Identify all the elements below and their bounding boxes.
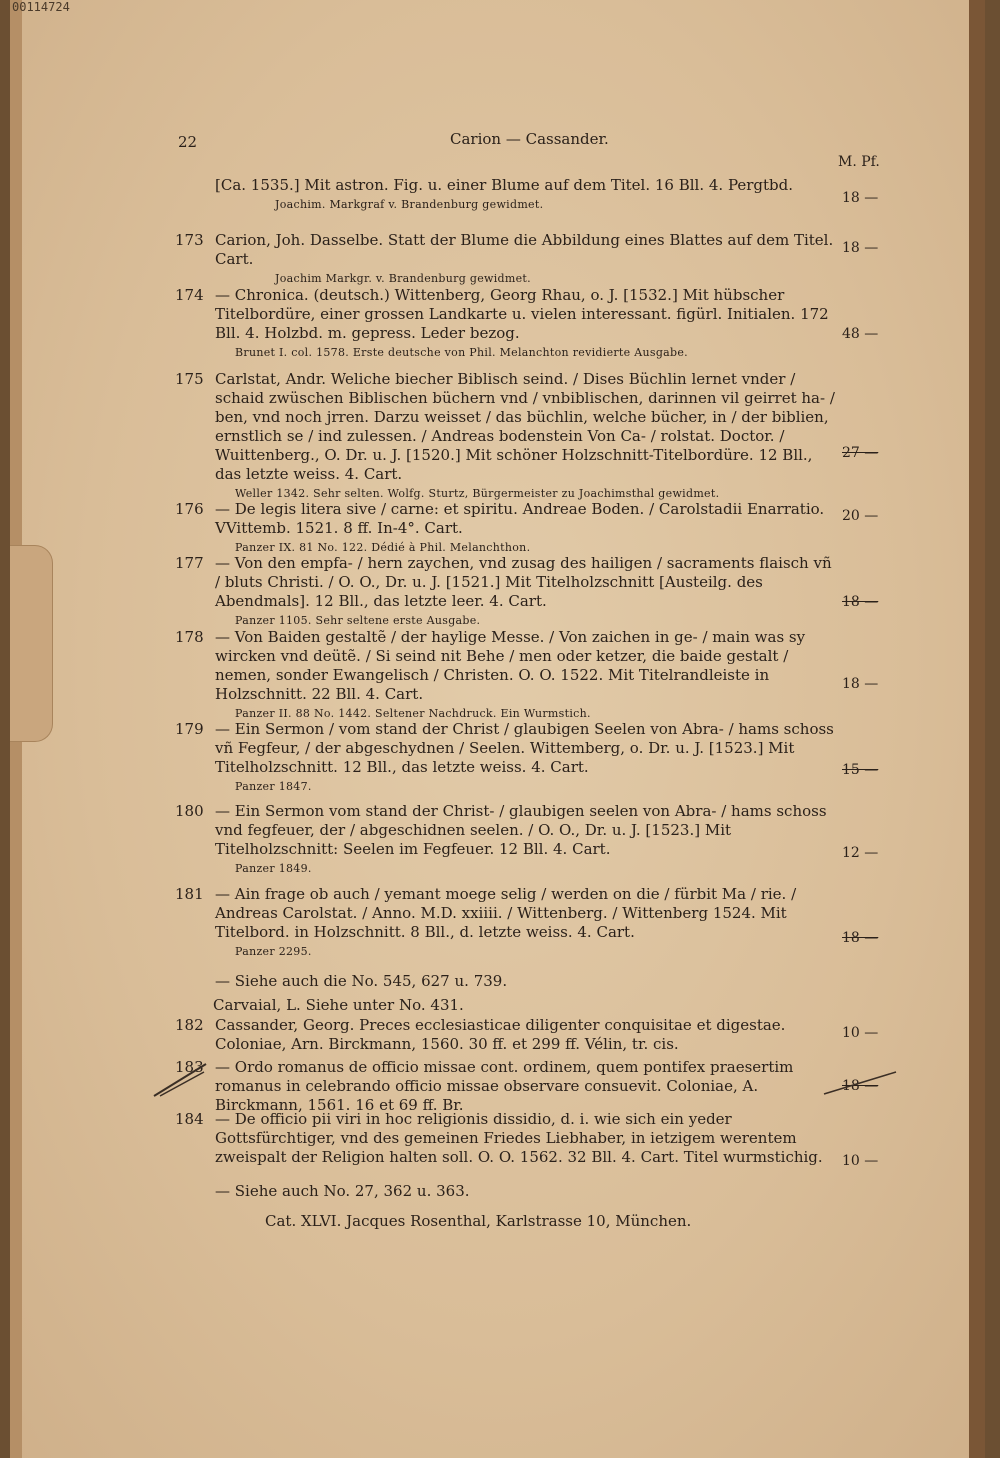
entry-text: — Siehe auch die No. 545, 627 u. 739. xyxy=(215,972,508,990)
entry-number: 184 xyxy=(175,1110,204,1128)
entry-note: Joachim. Markgraf v. Brandenburg gewidmet. xyxy=(275,198,544,211)
entry-number: 180 xyxy=(175,802,204,820)
entry-text: Carion, Joh. Dasselbe. Statt der Blume die Abbildung eines Blattes auf dem Titel. Cart. xyxy=(215,231,834,268)
page-tab-marker xyxy=(10,545,53,742)
entry-text: — De officio pii viri in hoc religionis dissidio, d. i. wie sich ein yeder Gottsfürchtiger, vnd des gemeinen Friedes Liebhaber, in ietzigem werentem zweispalt der Religion halten soll. O. O. 1562. 32 Bll. 4. Cart. Titel wurmstichig. xyxy=(215,1110,823,1166)
entry-price-struck: 15 — xyxy=(842,762,879,778)
entry-price: 10 — xyxy=(842,1025,879,1041)
entry-note: Brunet I. col. 1578. Erste deutsche von Phil. Melanchton revidierte Ausgabe. xyxy=(235,346,688,359)
page-number: 22 xyxy=(178,133,198,151)
entry-price: 18 — xyxy=(842,190,879,206)
entry-price-struck: 18 — xyxy=(842,930,879,946)
entry-text: Carvaial, L. Siehe unter No. 431. xyxy=(213,996,464,1014)
pencil-strike-mark xyxy=(150,1060,210,1100)
entry-price: 12 — xyxy=(842,845,879,861)
price-column-header: M. Pf. xyxy=(838,154,880,170)
book-spine-edge xyxy=(969,0,985,1458)
entry-number: 179 xyxy=(175,720,204,738)
pencil-strike-mark xyxy=(820,1068,900,1098)
archive-stamp: 00114724 xyxy=(12,0,70,14)
entry-number: 183 xyxy=(175,1058,204,1076)
entry-note: Panzer 2295. xyxy=(235,945,312,958)
entry-price: 48 — xyxy=(842,326,879,342)
entry-price: 18 — xyxy=(842,676,879,692)
entry-note: Panzer IX. 81 No. 122. Dédié à Phil. Melanchthon. xyxy=(235,541,531,554)
running-head: Carion — Cassander. xyxy=(450,130,609,148)
entry-price: 20 — xyxy=(842,508,879,524)
entry-text: — De legis litera sive / carne: et spiritu. Andreae Boden. / Carolstadii Enarratio. VVittemb. 1521. 8 ff. In-4°. Cart. xyxy=(215,500,825,537)
entry-note: Panzer 1849. xyxy=(235,862,312,875)
entry-text: — Ein Sermon vom stand der Christ- / glaubigen seelen von Abra- / hams schoss vnd fegfeuer, der / abgeschidnen seelen. / O. O., Dr. u. J. [1523.] Mit Titelholzschnitt: Seelen im Fegfeuer. 12 Bll. 4. Cart. xyxy=(215,802,827,858)
entry-text: [Ca. 1535.] Mit astron. Fig. u. einer Blume auf dem Titel. 16 Bll. 4. Pergtbd. xyxy=(215,176,794,194)
entry-note: Panzer 1847. xyxy=(235,780,312,793)
entry-note: Weller 1342. Sehr selten. Wolfg. Sturtz, Bürgermeister zu Joachimsthal gewidmet. xyxy=(235,487,720,500)
entry-note: Panzer II. 88 No. 1442. Seltener Nachdruck. Ein Wurmstich. xyxy=(235,707,591,720)
entry-text: Cassander, Georg. Preces ecclesiasticae diligenter conquisitae et digestae. Coloniae, Arn. Birckmann, 1560. 30 ff. et 299 ff. Vélin, tr. cis. xyxy=(215,1016,786,1053)
entry-text: — Siehe auch No. 27, 362 u. 363. xyxy=(215,1182,470,1200)
entry-number: 181 xyxy=(175,885,204,903)
entry-text: — Von den empfa- / hern zaychen, vnd zusag des hailigen / sacraments flaisch vñ / bluts Christi. / O. O., Dr. u. J. [1521.] Mit Titelholzschnitt [Austeilg. des Abendmals]. 12 Bll., das letzte leer. 4. Cart. xyxy=(215,554,832,610)
entry-price-struck: 18 — xyxy=(842,1078,879,1094)
entry-text: — Ein Sermon / vom stand der Christ / glaubigen Seelen von Abra- / hams schoss vñ Fegfeur, / der abgeschydnen / Seelen. Wittemberg, o. Dr. u. J. [1523.] Mit Titelholzschnitt. 12 Bll., das letzte weiss. 4. Cart. xyxy=(215,720,834,776)
entry-text: — Chronica. (deutsch.) Wittenberg, Georg Rhau, o. J. [1532.] Mit hübscher Titelbordüre, einer grossen Landkarte u. vielen interessant. figürl. Initialen. 172 Bll. 4. Holzbd. m. gepress. Leder bezog. xyxy=(215,286,829,342)
entry-text: — Ain frage ob auch / yemant moege selig / werden on die / fürbit Ma / rie. / Andreas Carolstat. / Anno. M.D. xxiiii. / Wittenberg. / Wittenberg 1524. Mit Titelbord. in Holzschnitt. 8 Bll., d. letzte weiss. 4. Cart. xyxy=(215,885,797,941)
entry-number: 175 xyxy=(175,370,204,388)
entry-note: Joachim Markgr. v. Brandenburg gewidmet. xyxy=(275,272,531,285)
catalog-footer: Cat. XLVI. Jacques Rosenthal, Karlstrasse 10, München. xyxy=(265,1212,692,1230)
entry-number: 178 xyxy=(175,628,204,646)
entry-text: — Ordo romanus de officio missae cont. ordinem, quem pontifex praesertim romanus in celebrando officio missae observare consuevit. Coloniae, A. Birckmann, 1561. 16 et 69 ff. Br. xyxy=(215,1058,794,1114)
entry-price-struck: 18 — xyxy=(842,594,879,610)
catalog-page xyxy=(10,0,985,1458)
entry-price-struck: 27 — xyxy=(842,445,879,461)
entry-number: 176 xyxy=(175,500,204,518)
entry-text: Carlstat, Andr. Weliche biecher Biblisch seind. / Dises Büchlin lernet vnder / schaid zwüschen Biblischen büchern vnd / vnbiblischen, darinnen vil geirret ha- / ben, vnd noch jrren. Darzu weisset / das büchlin, welche bücher, in / der biblien, ernstlich se / ind zulessen. / Andreas bodenstein Von Ca- / rolstat. Doctor. / Wuittenberg., O. Dr. u. J. [1520.] Mit schöner Holzschnitt-Titelbordüre. 12 Bll., das letzte weiss. 4. Cart. xyxy=(215,370,835,483)
entry-note: Panzer 1105. Sehr seltene erste Ausgabe. xyxy=(235,614,481,627)
entry-number: 177 xyxy=(175,554,204,572)
entry-text: — Von Baiden gestaltẽ / der haylige Messe. / Von zaichen in ge- / main was sy wircken vnd deütẽ. / Si seind nit Behe / men oder ketzer, die baide gestalt / nemen, sonder Ewangelisch / Christen. O. O. 1522. Mit Titelrandleiste in Holzschnitt. 22 Bll. 4. Cart. xyxy=(215,628,806,703)
entry-price: 10 — xyxy=(842,1153,879,1169)
entry-number: 173 xyxy=(175,231,204,249)
entry-number: 182 xyxy=(175,1016,204,1034)
entry-number: 174 xyxy=(175,286,204,304)
entry-price: 18 — xyxy=(842,240,879,256)
